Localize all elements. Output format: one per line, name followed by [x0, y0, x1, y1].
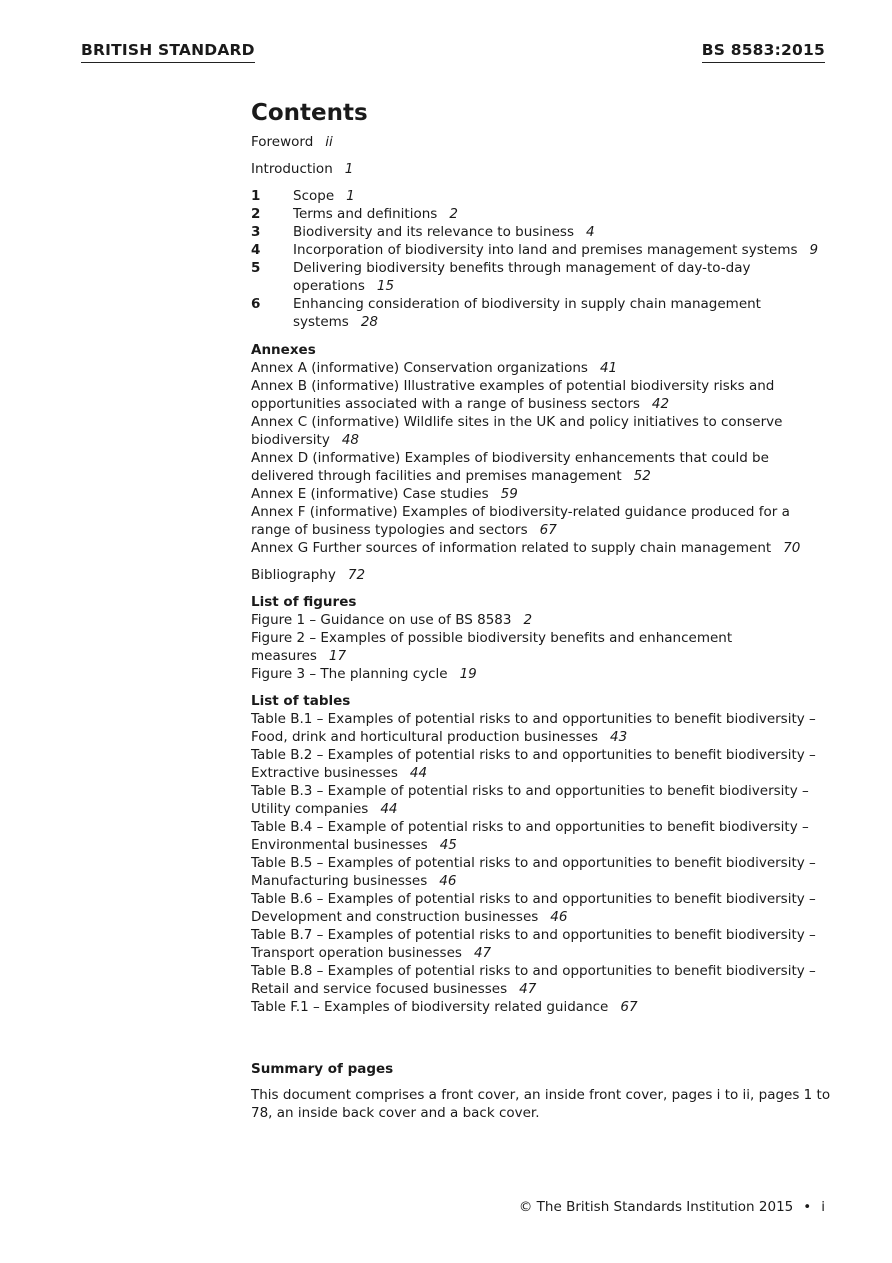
table-page: 46 — [439, 873, 457, 889]
table-title: Table B.4 – Example of potential risks to and opportunities to benefit biodiversity – Environmental businesses — [251, 819, 809, 853]
header-document-number: BS 8583:2015 — [702, 40, 825, 63]
page-number: i — [821, 1199, 825, 1215]
page-footer — [519, 1198, 825, 1216]
table-title: Table B.1 – Examples of potential risks to and opportunities to benefit biodiversity – Food, drink and horticultural production businesses — [251, 711, 816, 745]
clause-page: 1 — [346, 188, 355, 204]
clause-page: 4 — [586, 224, 595, 240]
toc-clause[interactable] — [251, 295, 831, 331]
toc-entry-bibliography[interactable] — [251, 566, 831, 584]
annex-title: Annex C (informative) Wildlife sites in the UK and policy initiatives to conserve biodiversity — [251, 414, 783, 448]
toc-entry-page: 1 — [344, 161, 354, 177]
toc-annex[interactable] — [251, 377, 831, 413]
page-title: Contents — [251, 100, 368, 126]
figure-page: 19 — [459, 666, 477, 682]
toc-annex[interactable] — [251, 413, 831, 449]
toc-clause[interactable] — [251, 241, 831, 259]
tables-heading: List of tables — [251, 693, 351, 709]
clause-number: 5 — [251, 260, 261, 276]
toc-table[interactable] — [251, 890, 831, 926]
toc-clause[interactable] — [251, 223, 831, 241]
copyright-notice: © The British Standards Institution 2015 — [518, 1199, 794, 1215]
table-page: 67 — [620, 999, 638, 1015]
toc-entry-page: ii — [325, 134, 333, 150]
toc-table[interactable] — [251, 710, 831, 746]
annex-title: Annex F (informative) Examples of biodiversity-related guidance produced for a range of business typologies and sectors — [251, 504, 790, 538]
annex-page: 48 — [341, 432, 359, 448]
annex-page: 42 — [651, 396, 670, 412]
table-page: 47 — [473, 945, 492, 961]
clause-number: 2 — [251, 206, 261, 222]
clause-title: Terms and definitions — [293, 206, 438, 222]
toc-annex[interactable] — [251, 449, 831, 485]
toc-annex[interactable] — [251, 539, 831, 557]
annex-title: Annex G Further sources of information related to supply chain management — [251, 540, 772, 556]
clause-number: 3 — [251, 224, 261, 240]
toc-annex[interactable] — [251, 485, 831, 503]
toc-figure[interactable] — [251, 665, 831, 683]
toc-table[interactable] — [251, 782, 831, 818]
contents-body — [251, 98, 831, 1122]
figures-heading: List of figures — [251, 594, 357, 610]
clause-number: 4 — [251, 242, 261, 258]
toc-entry-text: Introduction — [251, 161, 333, 177]
table-page: 47 — [519, 981, 537, 997]
table-page: 44 — [380, 801, 398, 817]
annex-title: Annex A (informative) Conservation organizations — [251, 360, 588, 376]
table-title: Table F.1 – Examples of biodiversity related guidance — [251, 999, 609, 1015]
toc-entry-text: Bibliography — [251, 567, 336, 583]
toc-entry-introduction[interactable] — [251, 160, 831, 178]
clause-title: Delivering biodiversity benefits through management of day-to-day operations — [293, 260, 751, 294]
toc-table[interactable] — [251, 962, 831, 998]
summary-text: This document comprises a front cover, an inside front cover, pages i to ii, pages 1 to 78, an inside back cover and a back cover. — [251, 1087, 831, 1121]
toc-entry-foreword[interactable] — [251, 133, 831, 151]
table-title: Table B.2 – Examples of potential risks to and opportunities to benefit biodiversity – Extractive businesses — [251, 747, 816, 781]
table-page: 46 — [550, 909, 568, 925]
tables-section — [251, 692, 831, 1016]
toc-clause[interactable] — [251, 205, 831, 223]
toc-clause[interactable] — [251, 187, 831, 205]
figure-title: Figure 3 – The planning cycle — [251, 666, 448, 682]
figure-page: 2 — [523, 612, 533, 628]
annex-title: Annex E (informative) Case studies — [251, 486, 489, 502]
table-title: Table B.3 – Example of potential risks to and opportunities to benefit biodiversity – Utility companies — [251, 783, 809, 817]
table-page: 45 — [439, 837, 457, 853]
annex-page: 59 — [500, 486, 518, 502]
toc-table[interactable] — [251, 818, 831, 854]
annex-page: 41 — [599, 360, 618, 376]
summary-of-pages — [251, 1060, 831, 1122]
clause-title: Biodiversity and its relevance to business — [293, 224, 574, 240]
toc-figure[interactable] — [251, 611, 831, 629]
annex-page: 67 — [539, 522, 557, 538]
toc-annex[interactable] — [251, 503, 831, 539]
header-standard-label: BRITISH STANDARD — [81, 40, 255, 63]
clause-title: Scope — [293, 188, 335, 204]
footer-bullet: • — [803, 1199, 812, 1215]
clause-page: 9 — [809, 242, 819, 258]
clause-page: 2 — [449, 206, 458, 222]
clause-title: Incorporation of biodiversity into land and premises management systems — [293, 242, 798, 258]
figure-title: Figure 1 – Guidance on use of BS 8583 — [251, 612, 512, 628]
figure-title: Figure 2 – Examples of possible biodiversity benefits and enhancement measures — [251, 630, 733, 664]
toc-entry-page: 72 — [347, 567, 366, 583]
toc-entry-text: Foreword — [251, 134, 314, 150]
annex-page: 70 — [783, 540, 801, 556]
table-page: 43 — [610, 729, 628, 745]
toc-table[interactable] — [251, 998, 831, 1016]
clause-number: 6 — [251, 296, 261, 312]
clause-number: 1 — [251, 188, 261, 204]
table-title: Table B.8 – Examples of potential risks to and opportunities to benefit biodiversity – Retail and service focused businesses — [251, 963, 816, 997]
figure-page: 17 — [328, 648, 347, 664]
figures-section — [251, 593, 831, 683]
annex-page: 52 — [633, 468, 651, 484]
clause-title: Enhancing consideration of biodiversity in supply chain management systems — [293, 296, 761, 330]
annex-title: Annex D (informative) Examples of biodiversity enhancements that could be delivered through facilities and premises management — [251, 450, 769, 484]
toc-annex[interactable] — [251, 359, 831, 377]
table-page: 44 — [409, 765, 428, 781]
toc-table[interactable] — [251, 854, 831, 890]
clause-page: 15 — [376, 278, 395, 294]
toc-clause[interactable] — [251, 259, 831, 295]
clause-list — [251, 187, 831, 331]
summary-heading: Summary of pages — [251, 1061, 394, 1077]
table-title: Table B.6 – Examples of potential risks to and opportunities to benefit biodiversity – Development and construction businesses — [251, 891, 816, 925]
toc-figure[interactable] — [251, 629, 831, 665]
annexes-heading: Annexes — [251, 342, 316, 358]
annex-title: Annex B (informative) Illustrative examples of potential biodiversity risks and opportunities associated with a range of business sectors — [251, 378, 775, 412]
clause-page: 28 — [360, 314, 379, 330]
toc-table[interactable] — [251, 926, 831, 962]
annexes-section — [251, 341, 831, 557]
table-title: Table B.5 – Examples of potential risks to and opportunities to benefit biodiversity – Manufacturing businesses — [251, 855, 816, 889]
table-title: Table B.7 – Examples of potential risks to and opportunities to benefit biodiversity – Transport operation businesses — [251, 927, 816, 961]
toc-table[interactable] — [251, 746, 831, 782]
